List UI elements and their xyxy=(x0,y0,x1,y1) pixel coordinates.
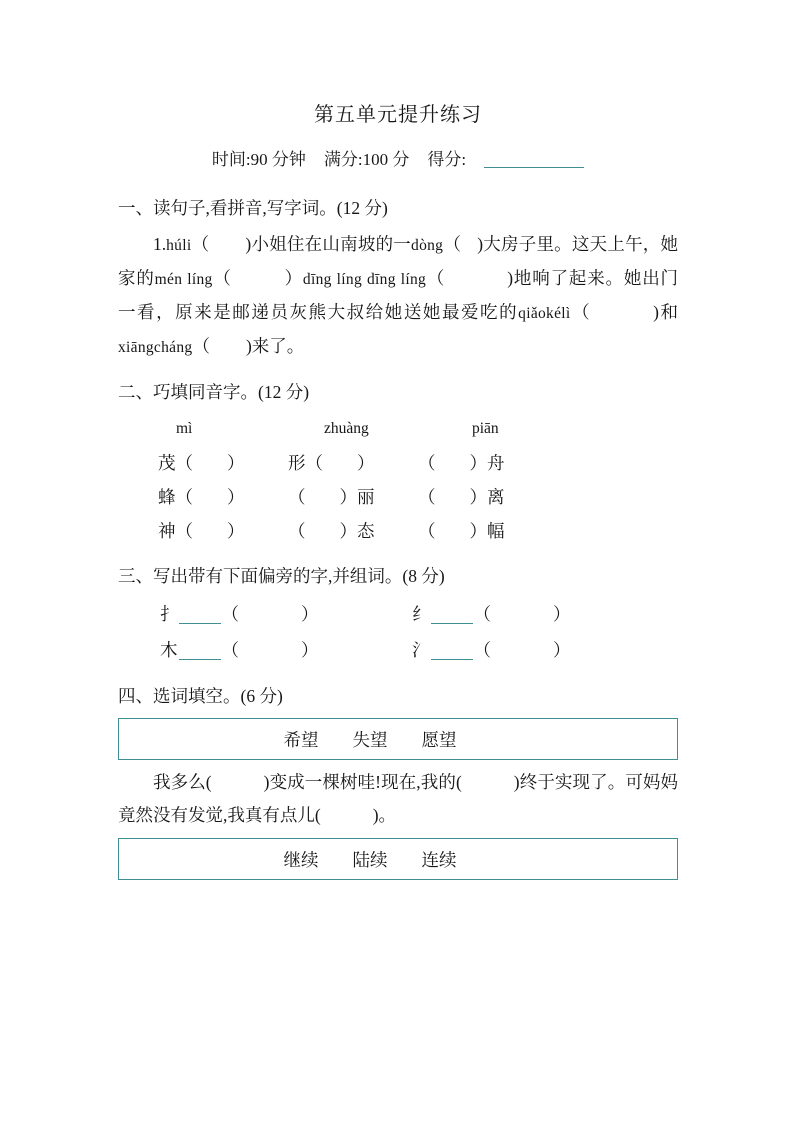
score-blank-line[interactable] xyxy=(484,167,584,168)
homophone-row xyxy=(158,514,678,548)
cell-suffix: 幅 xyxy=(487,521,505,541)
homophone-cell: 茂（ ） xyxy=(158,453,245,473)
worksheet-content xyxy=(118,100,678,886)
radical-label: 扌 xyxy=(160,604,178,624)
word-bank-item[interactable]: 希望 xyxy=(283,730,319,750)
text-part-1: )小姐住在山南坡的一 xyxy=(245,234,412,254)
word-bank-item[interactable]: 愿望 xyxy=(421,730,457,750)
section-heading-1: 一、读句子,看拼音,写字词。(12 分) xyxy=(118,198,388,218)
text-part-6: )来了。 xyxy=(245,336,305,356)
cell-prefix: 蜂 xyxy=(158,487,176,507)
character-blank-line[interactable] xyxy=(179,659,221,660)
homophone-cell: 神（ ） xyxy=(158,521,245,541)
radical-cell: 扌 （ ） xyxy=(160,596,412,632)
total-score-label: 满分:100 分 xyxy=(323,150,410,169)
radical-cell: 氵 （ ） xyxy=(412,632,664,668)
character-blank-line[interactable] xyxy=(179,623,221,624)
homophone-row xyxy=(158,480,678,514)
homophone-cell: （ ）丽 xyxy=(288,487,375,507)
word-bank-item[interactable]: 继续 xyxy=(283,850,319,870)
sentence-part-2: )变成一棵树哇!现在,我的( xyxy=(263,772,462,792)
homophone-cell: 蜂（ ） xyxy=(158,487,245,507)
radical-label: 氵 xyxy=(412,640,430,660)
text-part-2: )大房子里。这天上午，她家的 xyxy=(118,234,679,288)
word-bank-words xyxy=(267,719,474,761)
radical-cell: 纟 （ ） xyxy=(412,596,664,632)
cell-prefix: 形 xyxy=(288,453,306,473)
sentence-part-4: )。 xyxy=(372,805,397,825)
cell-suffix: 舟 xyxy=(487,453,505,473)
cell-prefix: 茂 xyxy=(158,453,176,473)
word-bank-item[interactable]: 陆续 xyxy=(352,850,388,870)
section-heading-3: 三、写出带有下面偏旁的字,并组词。(8 分) xyxy=(118,566,445,586)
score-label: 得分: xyxy=(427,150,467,169)
text-part-5: )和 xyxy=(653,302,679,322)
homophone-cell: （ ）态 xyxy=(288,521,375,541)
word-bank-words xyxy=(267,839,474,881)
word-bank-item[interactable]: 连续 xyxy=(421,850,457,870)
pinyin-header-zhuang: zhuàng xyxy=(324,420,369,437)
pinyin-menling: mén líng xyxy=(154,271,213,288)
section-heading-4: 四、选词填空。(6 分) xyxy=(118,686,283,706)
radical-label: 纟 xyxy=(412,604,430,624)
homophone-row xyxy=(158,446,678,480)
cell-suffix: 离 xyxy=(487,487,505,507)
pinyin-dong: dòng xyxy=(411,237,444,254)
sentence-part-1: 我多么( xyxy=(153,772,212,792)
homophone-cell: （ ）舟 xyxy=(418,453,505,473)
exam-meta-line xyxy=(118,146,678,174)
pinyin-header-row xyxy=(158,412,678,446)
cloze-sentence xyxy=(118,766,678,832)
character-blank-line[interactable] xyxy=(431,659,473,660)
page-title: 第五单元提升练习 xyxy=(314,104,482,126)
word-bank-item[interactable]: 失望 xyxy=(352,730,388,750)
character-blank-line[interactable] xyxy=(431,623,473,624)
pinyin-qiaokeli: qiǎokélì xyxy=(518,305,571,322)
time-label: 时间:90 分钟 xyxy=(211,150,306,169)
homophone-cell: 形（ ） xyxy=(288,453,375,473)
text-part-4: )地响了起来。她出门一看，原来是邮递员灰熊大叔给她送她最爱吃的 xyxy=(118,268,679,322)
pinyin-header-pian: piān xyxy=(472,420,499,437)
radical-grid xyxy=(118,596,678,668)
word-bank-box-1 xyxy=(118,718,678,760)
cell-suffix: 态 xyxy=(357,521,375,541)
section-heading-2: 二、巧填同音字。(12 分) xyxy=(118,382,310,402)
sentence-part-3: )终于实现了。可妈妈竟然没有发觉,我真有点儿( xyxy=(118,772,679,825)
pinyin-huli: húli xyxy=(166,237,192,254)
radical-label: 木 xyxy=(160,640,178,660)
radical-row xyxy=(160,596,678,632)
question-number: 1. xyxy=(153,234,167,254)
radical-row xyxy=(160,632,678,668)
cell-prefix: 神 xyxy=(158,521,176,541)
radical-cell: 木 （ ） xyxy=(160,632,412,668)
homophone-grid xyxy=(118,412,678,548)
pinyin-dinglingdingling: dīng líng dīng líng xyxy=(302,271,427,288)
word-bank-box-2 xyxy=(118,838,678,880)
section-1-question: 1.húli（ )小姐住在山南坡的一dòng（ )大房子里。这天上午，她家的mén líng（ ）dīng líng dīng líng（ )地响了起来。她出门一看，原来是邮递员灰熊大叔给她送她最爱吃的qiǎokélì（ )和xiāngcháng（ )来了。 xyxy=(118,234,679,356)
pinyin-xiangchang: xiāngcháng xyxy=(118,339,193,356)
homophone-cell: （ ）幅 xyxy=(418,521,505,541)
cell-suffix: 丽 xyxy=(357,487,375,507)
pinyin-header-mi: mì xyxy=(176,420,193,437)
homophone-cell: （ ）离 xyxy=(418,487,505,507)
